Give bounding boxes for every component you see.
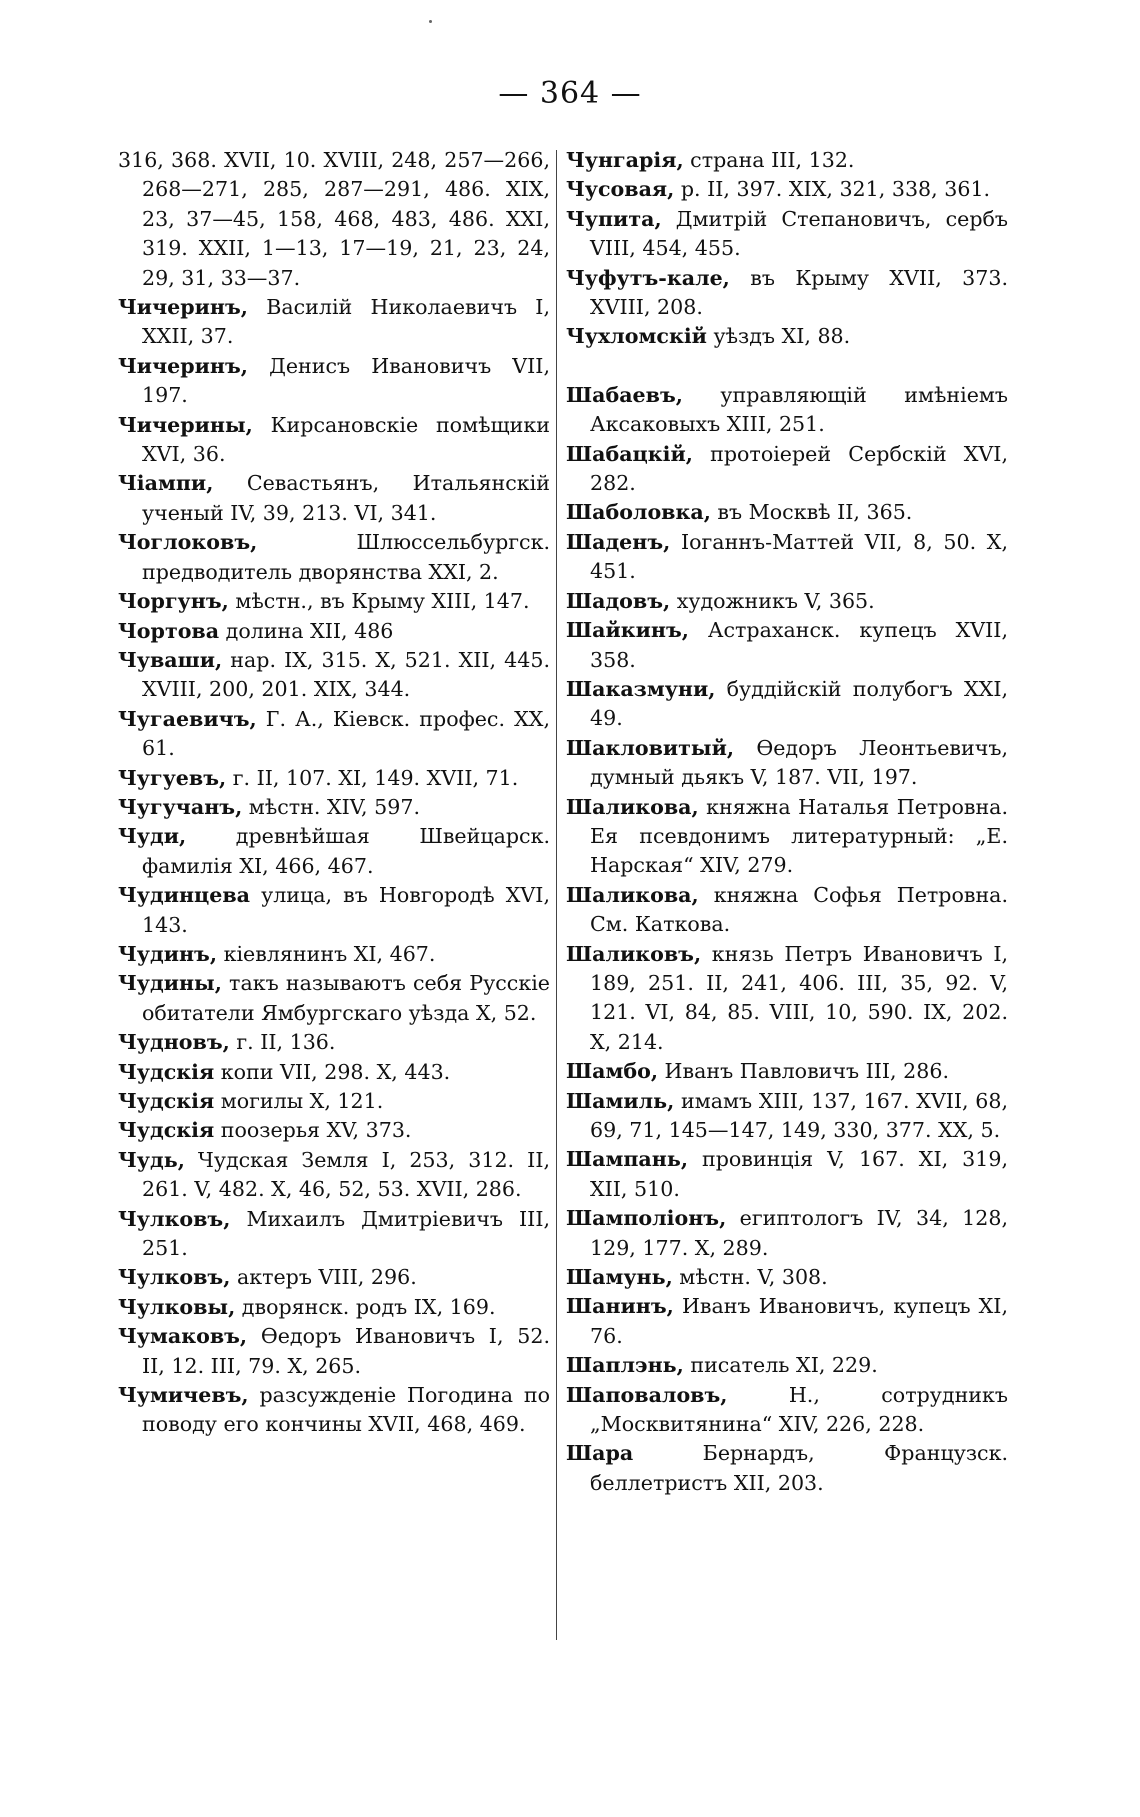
entry-headword: Чоргунъ,: [118, 589, 229, 614]
entry-references: Денисъ Ивановичъ VII, 197.: [142, 353, 550, 408]
entry-references: актеръ VIII, 296.: [230, 1265, 417, 1290]
entry-references: Василій Николаевичъ I, XXII, 37.: [142, 295, 550, 349]
index-entry: [118, 1293, 550, 1322]
entry-headword: Шаказмуни,: [566, 676, 716, 701]
entry-references: Кирсановскіе помѣщики XVI, 36.: [142, 412, 550, 467]
entry-references: могилы X, 121.: [214, 1089, 384, 1113]
entry-references: г. II, 107. XI, 149. XVII, 71.: [226, 765, 519, 790]
index-entry: [118, 587, 550, 616]
entry-references: улица, въ Новгородѣ XVI, 143.: [142, 883, 550, 937]
index-entry: [118, 793, 550, 822]
entry-headword: Чудинъ,: [118, 941, 218, 966]
index-entry: [118, 617, 550, 646]
entry-references: княжна Софья Петровна. См. Каткова.: [590, 882, 1008, 937]
entry-headword: Чудины,: [118, 971, 222, 996]
page-number: — 364 —: [498, 76, 642, 111]
entry-headword: Чугаевичъ,: [118, 706, 257, 731]
index-entry: [566, 146, 1008, 175]
entry-headword: Шамунь,: [566, 1265, 673, 1290]
entry-references: поозерья XV, 373.: [214, 1118, 412, 1143]
entry-headword: Чулковъ,: [118, 1265, 231, 1290]
index-entry: [118, 881, 550, 940]
index-entry: [566, 1204, 1008, 1263]
entry-references: Астраханск. купецъ XVII, 358.: [590, 618, 1008, 672]
index-entry: [566, 1263, 1008, 1292]
entry-headword: Чуди,: [118, 824, 187, 849]
entry-headword: Шакловитый,: [566, 735, 735, 760]
entry-references: Ѳедоръ Леонтьевичъ, думный дьякъ V, 187. VII, 197.: [590, 735, 1008, 790]
entry-references: разсужденіе Погодина по поводу его кончины XVII, 468, 469.: [142, 1383, 550, 1437]
entry-references: Михаилъ Дмитріевичъ III, 251.: [142, 1206, 550, 1261]
entry-references: писатель XI, 229.: [683, 1353, 878, 1378]
entry-headword: Шанинъ,: [566, 1294, 674, 1319]
entry-headword: Чумаковъ,: [118, 1324, 248, 1349]
index-entry: [118, 352, 550, 411]
index-entry: [118, 1028, 550, 1057]
entry-references: такъ называютъ себя Русскіе обитатели Ямбургскаго уѣзда X, 52.: [142, 971, 550, 1025]
entry-headword: Чунгарія,: [566, 148, 684, 172]
entry-headword: Чіампи,: [118, 471, 214, 496]
entry-references: Шлюссельбургск. предводитель дворянства XXI, 2.: [142, 530, 550, 584]
entry-references: нар. IX, 315. X, 521. XII, 445. XVIII, 200, 201. XIX, 344.: [142, 647, 550, 702]
entry-references: р. II, 397. XIX, 321, 338, 361.: [674, 177, 991, 202]
entry-headword: Шайкинъ,: [566, 618, 689, 643]
entry-references: княжна Наталья Петровна. Ея псевдонимъ литературный: „Е. Нарская“ XIV, 279.: [590, 794, 1008, 878]
entry-references: Іоганнъ-Маттей VII, 8, 50. X, 451.: [590, 529, 1008, 584]
entry-headword: Шабаевъ,: [566, 382, 683, 407]
index-entry: [566, 1351, 1008, 1380]
entry-references: Иванъ Павловичъ III, 286.: [658, 1059, 949, 1084]
entry-headword: Чугуевъ,: [118, 765, 227, 790]
index-entry: [118, 969, 550, 1028]
index-entry: [566, 381, 1008, 440]
entry-references: Г. А., Кіевск. профес. XX, 61.: [142, 706, 550, 761]
entry-headword: Чичеринъ,: [118, 295, 248, 320]
entry-headword: Шаденъ,: [566, 529, 671, 554]
index-entry: [118, 293, 550, 352]
entry-headword: Чудскія: [118, 1118, 215, 1143]
entry-headword: Чухломскій: [566, 324, 707, 349]
index-entry: [566, 528, 1008, 587]
ink-speck: [429, 20, 432, 23]
entry-headword: Чуфутъ-кале,: [566, 265, 730, 290]
entry-headword: Чуваши,: [118, 647, 223, 672]
index-entry: [566, 616, 1008, 675]
entry-headword: Чудь,: [118, 1147, 185, 1172]
entry-references: Чудская Земля I, 253, 312. II, 261. V, 482. X, 46, 52, 53. XVII, 286.: [142, 1147, 550, 1202]
index-entry: [118, 940, 550, 969]
entry-references: Бернардъ, Французск. беллетристъ XII, 203.: [590, 1441, 1008, 1495]
index-entry: [566, 587, 1008, 616]
entry-references: мѣстн. XIV, 597.: [242, 794, 420, 819]
entry-headword: Чулковы,: [118, 1294, 236, 1319]
index-entry: [566, 1087, 1008, 1146]
index-entry: [118, 146, 550, 293]
index-entry: [566, 1381, 1008, 1440]
entry-headword: Чичерины,: [118, 412, 253, 437]
entry-headword: Чудскія: [118, 1059, 215, 1084]
entry-headword: Шаплэнь,: [566, 1353, 684, 1378]
left-column: [118, 146, 550, 1440]
index-entry: [118, 705, 550, 764]
index-entry: [566, 675, 1008, 734]
entry-references: страна III, 132.: [683, 148, 855, 172]
entry-headword: Шаболовка,: [566, 500, 711, 525]
index-entry: [566, 881, 1008, 940]
entry-headword: Шамполіонъ,: [566, 1206, 727, 1231]
entry-headword: Шаликова,: [566, 882, 699, 907]
entry-references: Севастьянъ, Итальянскій ученый IV, 39, 213. VI, 341.: [142, 471, 550, 525]
right-column-bottom: [566, 381, 1008, 1498]
index-entry: [118, 469, 550, 528]
column-divider: [556, 150, 557, 1640]
entry-headword: Чортова: [118, 618, 220, 643]
entry-references: князь Петръ Ивановичъ I, 189, 251. II, 241, 406. III, 35, 92. V, 121. VI, 84, 85. VIII, 10, 590. IX, 202. X, 214.: [590, 941, 1008, 1054]
entry-references: мѣстн., въ Крыму XIII, 147.: [228, 589, 530, 614]
entry-references: Ѳедоръ Ивановичъ I, 52. II, 12. III, 79. X, 265.: [142, 1324, 550, 1378]
entry-references: управляющій имѣніемъ Аксаковыхъ XIII, 251.: [590, 382, 1008, 437]
index-entry: [118, 1205, 550, 1264]
entry-references: имамъ XIII, 137, 167. XVII, 68, 69, 71, 145—147, 149, 330, 377. XX, 5.: [590, 1088, 1008, 1142]
entry-headword: Чупита,: [566, 206, 662, 231]
index-entry: [118, 646, 550, 705]
entry-references: протоіерей Сербскій XVI, 282.: [590, 441, 1008, 496]
entry-headword: Шабацкій,: [566, 441, 693, 466]
entry-headword: Шаповаловъ,: [566, 1382, 728, 1407]
index-entry: [566, 940, 1008, 1058]
index-entry: [566, 440, 1008, 499]
entry-references: мѣстн. V, 308.: [672, 1265, 828, 1290]
entry-headword: Чоглоковъ,: [118, 530, 258, 555]
index-entry: [566, 793, 1008, 881]
index-entry: [118, 1146, 550, 1205]
index-entry: [566, 264, 1008, 323]
index-entry: [118, 1322, 550, 1381]
index-entry: [118, 1116, 550, 1145]
entry-headword: Чусовая,: [566, 177, 675, 202]
index-entry: [118, 822, 550, 881]
index-entry: [566, 498, 1008, 527]
entry-headword: Чугучанъ,: [118, 794, 243, 819]
entry-references: древнѣйшая Швейцарск. фамилія XI, 466, 467.: [142, 824, 550, 878]
entry-headword: Чумичевъ,: [118, 1383, 249, 1408]
entry-headword: Чудинцева: [118, 883, 251, 908]
entry-headword: Шамиль,: [566, 1088, 675, 1113]
entry-headword: Шаликова,: [566, 794, 699, 819]
entry-headword: Шаликовъ,: [566, 941, 702, 966]
entry-references: Дмитрій Степановичъ, сербъ VIII, 454, 455.: [590, 206, 1008, 261]
index-entry: [118, 411, 550, 470]
entry-headword: Чулковъ,: [118, 1206, 231, 1231]
entry-references: въ Москвѣ II, 365.: [710, 500, 913, 525]
index-entry: [566, 175, 1008, 204]
index-entry: [566, 205, 1008, 264]
right-column: [566, 146, 1008, 1498]
entry-references: египтологъ IV, 34, 128, 129, 177. X, 289.: [590, 1206, 1008, 1260]
entry-references: г. II, 136.: [229, 1030, 336, 1055]
entry-references: буддійскій полубогъ XXI, 49.: [590, 676, 1008, 731]
index-entry: [566, 1057, 1008, 1086]
index-entry: [118, 1087, 550, 1116]
entry-references: дворянск. родъ IX, 169.: [235, 1294, 496, 1319]
index-entry: [118, 1381, 550, 1440]
entry-references: долина XII, 486: [219, 618, 394, 643]
index-entry: [118, 764, 550, 793]
entry-headword: Чичеринъ,: [118, 353, 248, 378]
index-entry: [118, 1058, 550, 1087]
section-gap: [566, 352, 1008, 381]
index-entry: [118, 1263, 550, 1292]
entry-headword: Чудновъ,: [118, 1030, 230, 1055]
index-entry: [566, 1439, 1008, 1498]
entry-headword: Шампань,: [566, 1147, 688, 1172]
entry-references: уѣздъ XI, 88.: [706, 324, 851, 349]
entry-headword: Шара: [566, 1441, 634, 1466]
entry-references: Иванъ Ивановичъ, купецъ XI, 76.: [590, 1294, 1008, 1348]
index-entry: [566, 322, 1008, 351]
entry-references: копи VII, 298. X, 443.: [214, 1059, 451, 1084]
entry-references: художникъ V, 365.: [670, 588, 875, 613]
index-entry: [566, 734, 1008, 793]
entry-headword: Шамбо,: [566, 1059, 658, 1084]
entry-references: кіевлянинъ XI, 467.: [217, 941, 436, 966]
index-entry: [118, 528, 550, 587]
entry-references: 316, 368. XVII, 10. XVIII, 248, 257—266, 268—271, 285, 287—291, 486. XIX, 23, 37—45, 158, 468, 483, 486. XXI, 319. XXII, 1—13, 17—19, 21, 23, 24, 29, 31, 33—37.: [118, 148, 550, 290]
entry-references: въ Крыму XVII, 373. XVIII, 208.: [590, 265, 1008, 320]
entry-headword: Шадовъ,: [566, 588, 671, 613]
entry-references: Н., сотрудникъ „Москвитянина“ XIV, 226, 228.: [590, 1382, 1008, 1437]
entry-references: провинція V, 167. XI, 319, XII, 510.: [590, 1147, 1008, 1201]
right-column-top: [566, 146, 1008, 352]
index-entry: [566, 1292, 1008, 1351]
entry-headword: Чудскія: [118, 1089, 215, 1113]
index-entry: [566, 1145, 1008, 1204]
